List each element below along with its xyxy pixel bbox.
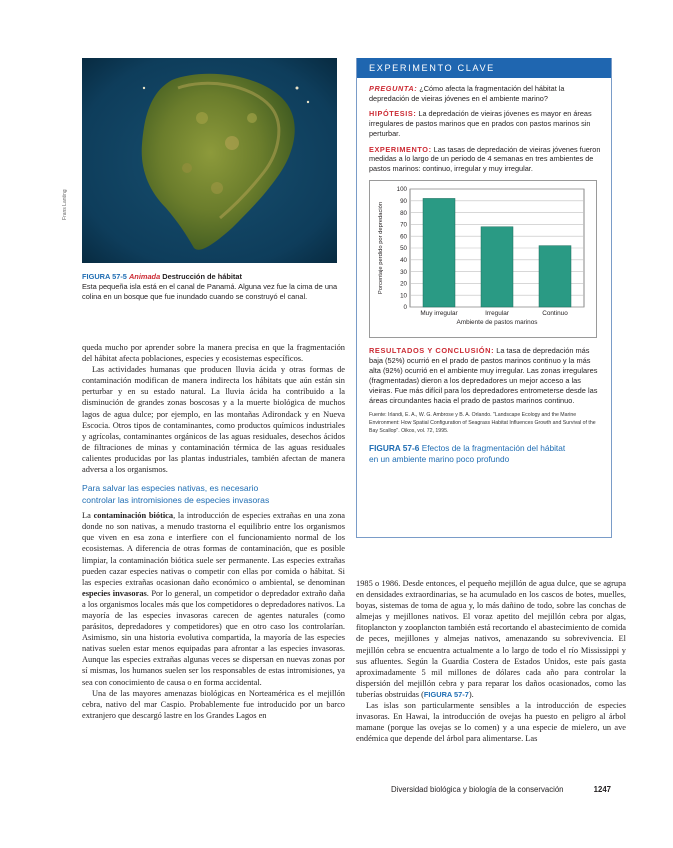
figure-57-6-number: FIGURA 57-6 (369, 442, 420, 453)
figure-57-7-link[interactable]: FIGURA 57-7 (423, 689, 469, 699)
results-text: La tasa de depredación más baja (52%) ocurrió en el prado de pastos marinos continuo y la más alta (92%) ocurrió en el ambiente muy irregular. Las zonas irregulares (fragmentadas) dieron a los depredadores un mejor acceso a las vieiras. Fue más difícil para los depredadores entrometerse desde las áreas circundantes hacia el prado de pastos marinos continuo. (369, 345, 598, 405)
question-text: ¿Cómo afecta la fragmentación del hábitat la depredación de vieiras jóvenes en el ambiente marino? (369, 84, 565, 103)
left-paragraph-1: queda mucho por aprender sobre la manera precisa en que la fragmentación del hábitat afecta poblaciones, especies y ecosistemas específicos. (82, 343, 345, 364)
island-photo-graphic (82, 58, 337, 263)
page-number: 1247 (593, 785, 611, 794)
y-axis-label: Porcentaje perdido por depredación (378, 201, 384, 294)
key-experiment-box (356, 58, 612, 538)
question-block (369, 84, 601, 103)
experiment-text: Las tasas de depredación de vieiras jóvenes fueron medidas a lo largo de un periodo de 4 semanas en tres ambientes de pastos marinos: continuo, irregular y muy irregular. (369, 144, 601, 173)
term-biotic-pollution: contaminación biótica (93, 511, 174, 521)
x-axis-label: Ambiente de pastos marinos (456, 318, 538, 326)
predation-chart (369, 180, 597, 338)
results-label: RESULTADOS Y CONCLUSIÓN: (369, 345, 495, 355)
y-tick-label: 40 (400, 256, 407, 264)
results-block (369, 346, 601, 406)
experiment-label: EXPERIMENTO: (369, 144, 432, 154)
source-citation: Fuente: Irlandi, E. A., W. G. Ambrose y B. A. Orlando. "Landscape Ecology and the Marine Environment: How Spatial Configuration of Seagrass Habitat Influences Growth and Survival of the Bay Scallop". Oikos, vol. 72, 1995. (369, 411, 596, 434)
y-tick-label: 30 (400, 268, 407, 276)
y-tick-label: 100 (396, 185, 407, 193)
y-tick-label: 60 (400, 233, 407, 241)
y-tick-label: 90 (400, 197, 407, 205)
bar (539, 245, 571, 306)
section-subhead-line-2: controlar las intromisiones de especies invasoras (82, 494, 270, 505)
figure-57-6-caption (369, 443, 601, 465)
y-tick-label: 20 (400, 280, 407, 288)
key-experiment-header: EXPERIMENTO CLAVE (357, 58, 611, 78)
predation-chart-svg (370, 181, 598, 339)
section-subhead-line-1: Para salvar las especies nativas, es necesario (82, 483, 259, 494)
rp1-after: ). (468, 689, 474, 699)
rp1-before: 1985 o 1986. Desde entonces, el pequeño mejillón de agua dulce, que se agrupa en densidades extraordinarias, se ha acumulado en los cascos de botes, muelles, boyas, sistemas de toma de agua y, lo más dañino de todo, sobre las conchas de almejas y mejillones nativos. El voraz apetito del mejillón cebra por algas, fitoplancton y zooplancton también está recortando el abastecimiento de comida de peces, mejillones y almejas nativos, amenazando su sobrevivencia. El mejillón cebra se encuentra actualmente a lo largo de todo el río Mississippi y sus afluentes. Según la Guardia Costera de Estados Unidos, este país gasta aproximadamente 5 mil millones de dólares cada año para controlar la dispersión del mejillón cebra y para reparar los daños ocasionados, como las tuberías obstruidas ( (356, 579, 626, 699)
y-tick-label: 10 (400, 292, 407, 300)
right-column (356, 578, 626, 744)
question-label: PREGUNTA: (369, 84, 418, 93)
figure-57-6-title-line-1: Efectos de la fragmentación del hábitat (421, 442, 566, 453)
y-tick-label: 70 (400, 221, 407, 229)
photo-credit: Frans Lanting (62, 189, 68, 220)
figure-57-5-caption (82, 272, 344, 302)
x-tick-label: Continuo (542, 309, 568, 317)
section-subhead (82, 483, 345, 506)
island-photo (82, 58, 337, 263)
p3-before: La (82, 511, 94, 521)
p3-mid: , la introducción de especies extrañas en una zona donde no son nativas, a menudo trastorna el equilibrio entre los organismos que viven en esa zona e interfiere con el funcionamiento normal de los ecosistemas. A diferencia de otras formas de contaminación, que es posible limpiar, la contaminación biótica suele ser permanente. Las especies extrañas pueden cazar especies nativas o competir con ellas por comida o hábitat. Si las especies extrañas ocasionan daño económico o ambiental, se denominan (82, 511, 345, 587)
y-tick-label: 0 (403, 303, 407, 311)
term-invasive-species: especies invasoras (82, 588, 147, 598)
figure-57-5-title: Destrucción de hábitat (162, 272, 242, 281)
figure-57-6-title-line-2: en un ambiente marino poco profundo (369, 453, 510, 464)
bar (481, 226, 513, 306)
footer-running-title: Diversidad biológica y biología de la conservación (391, 785, 564, 794)
x-tick-label: Muy irregular (420, 309, 458, 317)
hypothesis-block (369, 109, 601, 138)
page-footer (391, 785, 611, 794)
experiment-block (369, 145, 601, 174)
p3-after: . Por lo general, un competidor o depredador extraño daña a los organismos locales más que los competidores o depredadores nativos. La mayoría de las especies invasoras carecen de agentes naturales (como parásitos, depredadores y competidores) que en otro caso los controlarían. Asimismo, sin una historia evolutiva compartida, la mayoría de las especies nativas suelen estar menos equipadas para afrontar a las especies invasoras. Aunque las especies extrañas algunas veces se dispersan en nuevas zonas por sí mismas, los humanos suelen ser los responsables de estas intromisiones, ya sea con conocimiento de causa o en forma accidental. (82, 588, 345, 687)
figure-57-5-tag: Animada (128, 272, 161, 281)
hypothesis-text: La depredación de vieiras jóvenes es mayor en áreas irregulares de pastos marinos que en prados con pastos marinos sin perturbar. (369, 109, 592, 138)
figure-57-5-number: FIGURA 57-5 (82, 272, 127, 281)
left-paragraph-4: Una de las mayores amenazas biológicas en Norteamérica es el mejillón cebra, nativo del mar Caspio. Probablemente fue introducido por un barco extranjero que descargó lastre en los Grandes Lagos en (82, 688, 345, 720)
left-paragraph-2: Las actividades humanas que producen lluvia ácida y otras formas de contaminación modifican de manera indirecta los hábitats que aún están sin perturbar y en su estado natural. La lluvia ácida ha contribuido a la disminución de grandes zonas boscosas y a la muerte biológica de muchos lagos de agua dulce; por ejemplo, en las montañas Adirondack y en Nueva Escocia. Otros tipos de contaminantes, como productos químicos industriales y agrícolas, contaminantes orgánicos de las aguas residuales, desechos ácidos de filtraciones de minas y contaminación térmica de las aguas residuales calientes producidas por las plantas industriales, también afectan de manera adversa a los organismos. (82, 365, 345, 475)
x-tick-label: Irregular (485, 309, 509, 317)
y-tick-label: 80 (400, 209, 407, 217)
figure-57-5-text: Esta pequeña isla está en el canal de Panamá. Alguna vez fue la cima de una colina en un bosque que fue inundado cuando se construyó el canal. (82, 282, 338, 301)
left-paragraph-3 (82, 510, 345, 688)
y-tick-label: 50 (400, 244, 407, 252)
key-experiment-body (357, 78, 611, 465)
right-paragraph-2: Las islas son particularmente sensibles a la introducción de especies invasoras. En Hawai, la introducción de ovejas ha puesto en peligro al árbol mamane (porque las ovejas se lo comen) y a una especie de mielero, un ave endémica que depende del árbol para alimentarse. Las (356, 701, 626, 744)
hypothesis-label: HIPÓTESIS: (369, 109, 417, 119)
left-column (82, 342, 345, 721)
right-paragraph-1 (356, 578, 626, 700)
bar (423, 198, 455, 307)
